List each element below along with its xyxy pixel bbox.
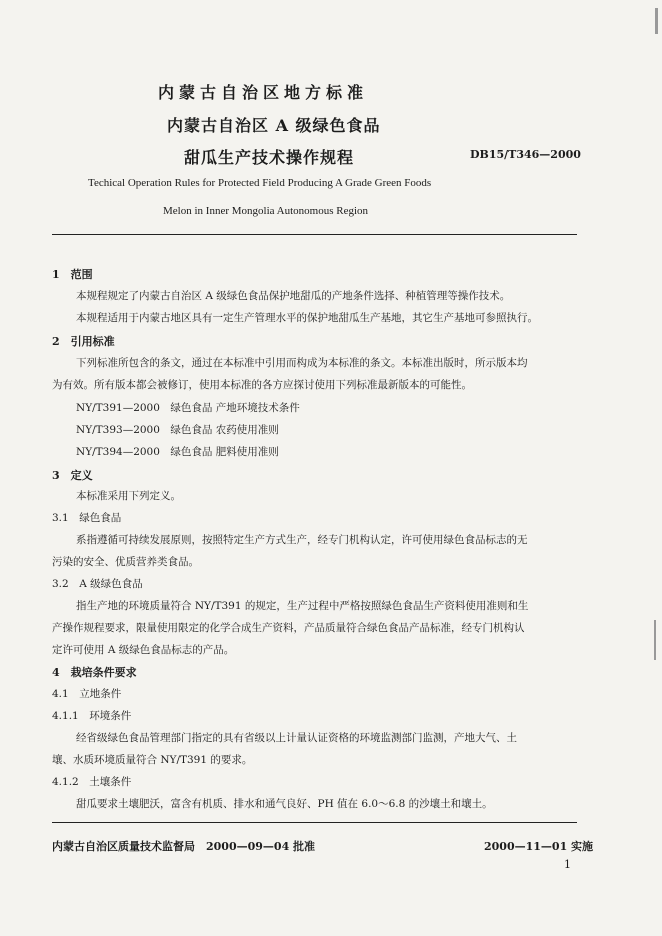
title-line-1: 内蒙古自治区地方标准	[158, 83, 369, 102]
section-3-heading: 3 定义	[52, 469, 93, 482]
section-2-paragraph-line-1: 下列标准所包含的条文，通过在本标准中引用而构成为本标准的条文。本标准出版时，所示版本均	[76, 357, 528, 369]
section-4-1-2-heading: 4.1.2 土壤条件	[52, 776, 132, 788]
section-1-paragraph-1: 本规程规定了内蒙古自治区 A 级绿色食品保护地甜瓜的产地条件选择、种植管理等操作技术。	[76, 290, 511, 302]
section-3-paragraph: 本标准采用下列定义。	[76, 490, 181, 502]
section-4-1-1-heading: 4.1.1 环境条件	[52, 710, 132, 722]
section-4-1-heading: 4.1 立地条件	[52, 688, 122, 700]
scan-mark	[655, 8, 658, 34]
section-2-heading: 2 引用标准	[52, 335, 115, 348]
reference-item: NY/T394—2000 绿色食品 肥料使用准则	[76, 446, 279, 458]
section-4-1-1-line-2: 壤、水质环境质量符合 NY/T391 的要求。	[52, 754, 253, 766]
english-title-line-1: Techical Operation Rules for Protected Field Producing A Grade Green Foods	[88, 177, 432, 189]
section-3-1-line-2: 污染的安全、优质营养类食品。	[52, 556, 199, 568]
reference-item: NY/T391—2000 绿色食品 产地环境技术条件	[76, 402, 300, 414]
section-3-2-heading: 3.2 A 级绿色食品	[52, 578, 143, 590]
section-3-2-line-1: 指生产地的环境质量符合 NY/T391 的规定，生产过程中严格按照绿色食品生产资料使用准则和生	[76, 600, 529, 612]
english-title-line-2: Melon in Inner Mongolia Autonomous Region	[163, 205, 369, 217]
section-4-1-2-line-1: 甜瓜要求土壤肥沃，富含有机质、排水和通气良好、PH 值在 6.0～6.8 的沙壤土和壤土。	[76, 798, 493, 810]
header-divider	[52, 234, 577, 235]
reference-item: NY/T393—2000 绿色食品 农药使用准则	[76, 424, 279, 436]
section-2-paragraph-line-2: 为有效。所有版本都会被修订，使用本标准的各方应探讨使用下列标准最新版本的可能性。	[52, 379, 472, 391]
section-3-2-line-3: 定许可使用 A 级绿色食品标志的产品。	[52, 644, 235, 656]
section-3-2-line-2: 产操作规程要求，限量使用限定的化学合成生产资料，产品质量符合绿色食品产品标准，经专门机构认	[52, 622, 525, 634]
title-line-2: 内蒙古自治区 A 级绿色食品	[167, 116, 381, 135]
section-4-1-1-line-1: 经省级绿色食品管理部门指定的具有省级以上计量认证资格的环境监测部门监测，产地大气、土	[76, 732, 517, 744]
standard-code: DB15/T346—2000	[470, 148, 581, 161]
section-1-heading: 1 范围	[52, 268, 93, 281]
issuer-approval: 内蒙古自治区质量技术监督局 2000—09—04 批准	[52, 840, 316, 853]
section-3-1-heading: 3.1 绿色食品	[52, 512, 122, 524]
title-line-3: 甜瓜生产技术操作规程	[184, 148, 355, 167]
implementation-date: 2000—11—01 实施	[484, 840, 594, 853]
footer-divider	[52, 822, 577, 823]
page-number: 1	[564, 858, 571, 871]
section-1-paragraph-2: 本规程适用于内蒙古地区具有一定生产管理水平的保护地甜瓜生产基地，其它生产基地可参照执行。	[76, 312, 538, 324]
scan-mark	[654, 620, 656, 660]
section-3-1-line-1: 系指遵循可持续发展原则，按照特定生产方式生产，经专门机构认定，许可使用绿色食品标志的无	[76, 534, 528, 546]
section-4-heading: 4 栽培条件要求	[52, 666, 137, 679]
